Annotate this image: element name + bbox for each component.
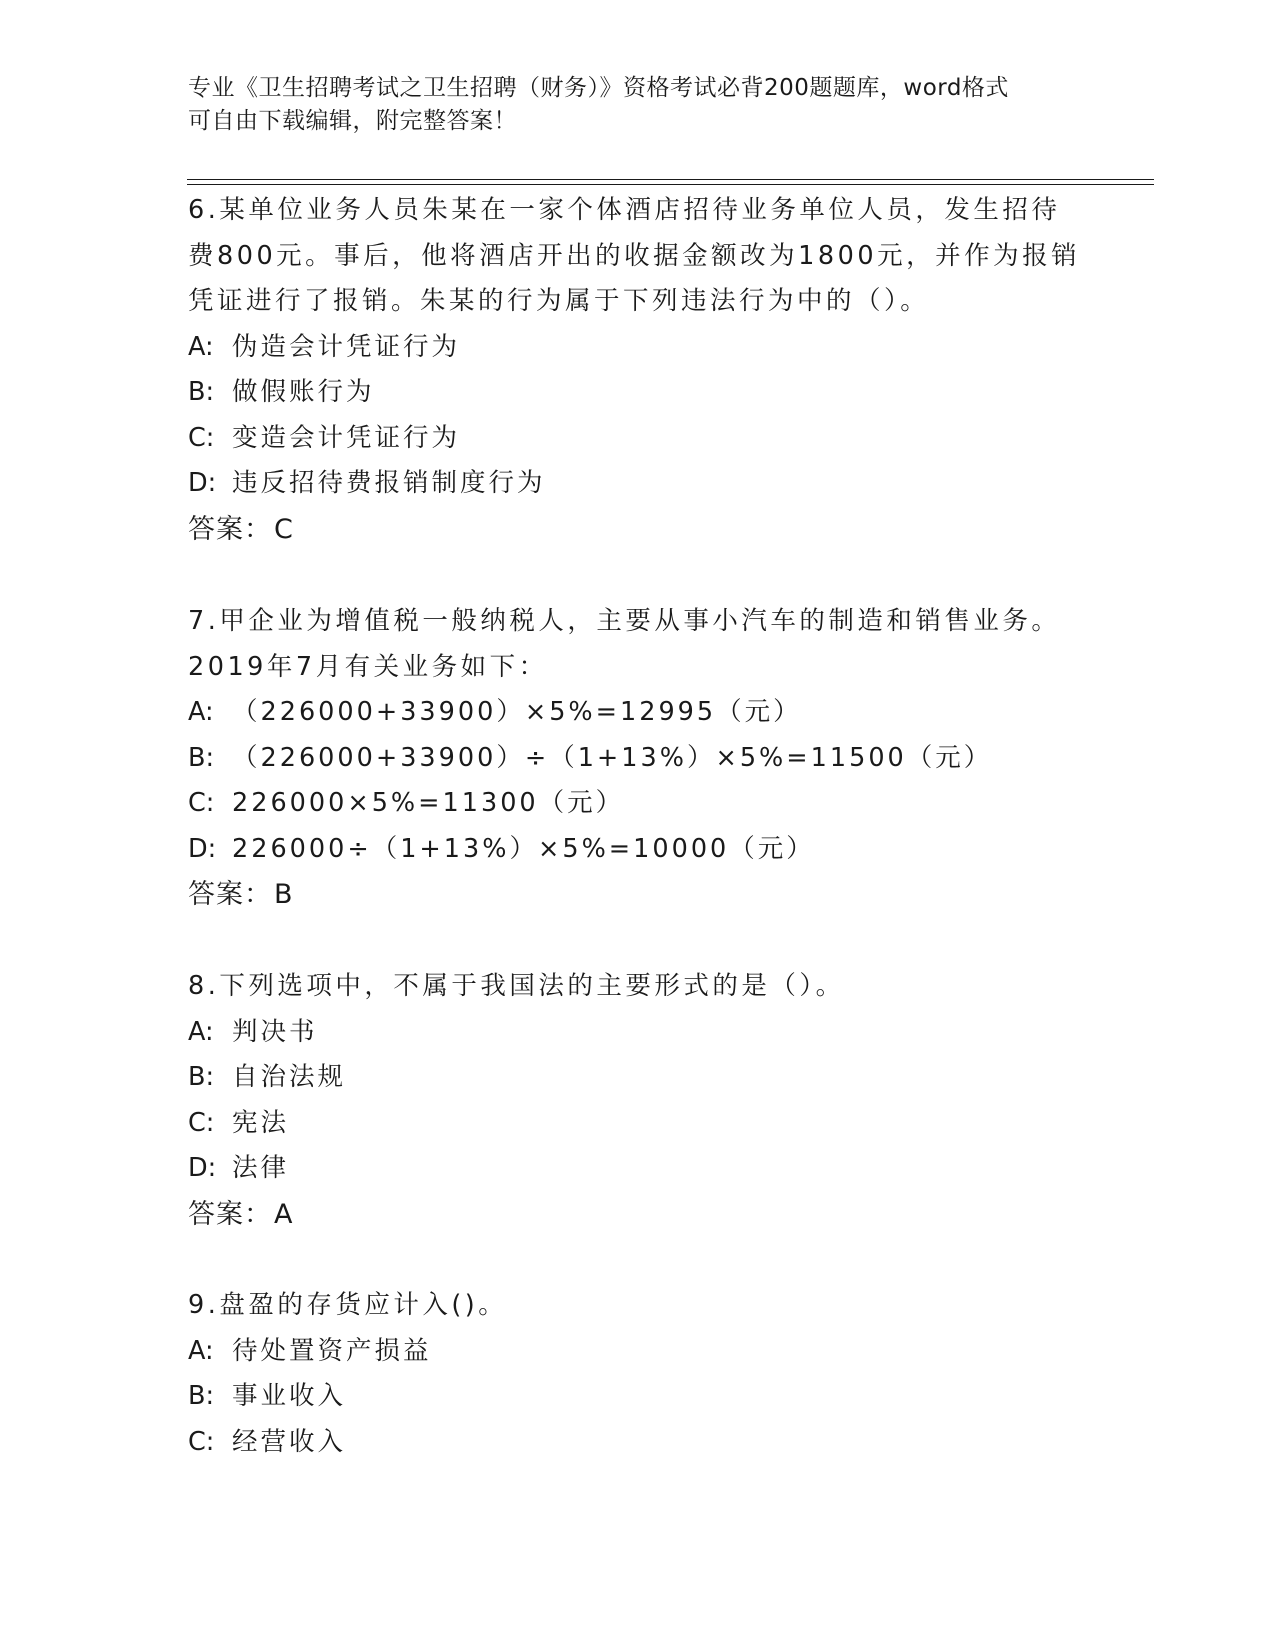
header-divider-top [187, 179, 1154, 180]
option-text: 经营收入 [232, 1426, 347, 1457]
option-text: 自治法规 [232, 1062, 347, 1092]
option-key: B: [188, 377, 215, 407]
option-key: B: [188, 742, 215, 773]
option-key: B: [188, 1381, 215, 1411]
option-key: A: [188, 697, 214, 727]
option-key: C: [188, 788, 215, 818]
option-text: 226000×5%=11300（元） [232, 788, 625, 818]
header-line-2: 可自由下载编辑，附完整答案！ [188, 108, 517, 134]
answer-value: B [274, 879, 294, 910]
option-a [188, 1010, 1088, 1056]
option-key: D: [188, 833, 217, 864]
option-c [188, 781, 1088, 827]
question-stem: 9.盘盈的存货应计入()。 [188, 1290, 508, 1320]
option-key: C: [188, 1107, 215, 1138]
header-line-1: 专业《卫生招聘考试之卫生招聘（财务）》资格考试必背200题题库，word格式 [188, 75, 1009, 101]
option-text: 伪造会计凭证行为 [232, 331, 461, 362]
option-text: （226000+33900）×5%=12995（元） [232, 697, 802, 727]
option-key: A: [188, 331, 214, 362]
option-text: 违反招待费报销制度行为 [232, 468, 546, 498]
answer-value: A [274, 1198, 294, 1230]
option-text: 待处置资产损益 [232, 1335, 432, 1366]
answer-label: 答案： [188, 1198, 272, 1230]
option-text: 做假账行为 [232, 377, 375, 407]
option-key: A: [188, 1335, 214, 1366]
question-7 [188, 599, 1088, 918]
option-d [188, 1146, 1088, 1192]
question-6 [188, 188, 1088, 552]
option-b [188, 370, 1088, 416]
option-a [188, 1329, 1088, 1375]
option-key: C: [188, 1426, 215, 1457]
option-b [188, 1055, 1088, 1101]
option-text: 事业收入 [232, 1381, 347, 1411]
document-header [188, 72, 1088, 138]
answer-label: 答案： [188, 879, 272, 910]
option-text: （226000+33900）÷（1+13%）×5%=11500（元） [232, 742, 993, 773]
option-a [188, 325, 1088, 371]
question-stem: 6.某单位业务人员朱某在一家个体酒店招待业务单位人员，发生招待费800元。事后，他将酒店开出的收据金额改为1800元，并作为报销凭证进行了报销。朱某的行为属于下列违法行为中的（）。 [188, 195, 1081, 316]
option-text: 宪法 [232, 1107, 290, 1138]
option-a [188, 690, 1088, 736]
option-key: C: [188, 422, 215, 453]
option-text: 判决书 [232, 1016, 318, 1047]
option-key: A: [188, 1016, 214, 1047]
option-key: D: [188, 1153, 217, 1183]
option-c [188, 416, 1088, 462]
question-8 [188, 964, 1088, 1237]
question-9 [188, 1283, 1088, 1465]
option-text: 变造会计凭证行为 [232, 422, 461, 453]
option-c [188, 1101, 1088, 1147]
question-stem: 8.下列选项中，不属于我国法的主要形式的是（）。 [188, 971, 845, 1001]
option-text: 226000÷（1+13%）×5%=10000（元） [232, 833, 815, 864]
option-c [188, 1420, 1088, 1466]
answer-line [188, 1192, 1088, 1238]
option-d [188, 461, 1088, 507]
option-b [188, 1374, 1088, 1420]
question-stem: 7.甲企业为增值税一般纳税人，主要从事小汽车的制造和销售业务。2019年7月有关业务如下： [188, 606, 1061, 682]
option-b [188, 736, 1088, 782]
answer-label: 答案： [188, 513, 272, 545]
answer-line [188, 507, 1088, 553]
answer-value: C [274, 513, 294, 545]
answer-line [188, 872, 1088, 918]
option-d [188, 827, 1088, 873]
header-divider-bottom [187, 184, 1154, 185]
option-text: 法律 [232, 1153, 290, 1183]
option-key: D: [188, 468, 217, 498]
option-key: B: [188, 1062, 215, 1092]
